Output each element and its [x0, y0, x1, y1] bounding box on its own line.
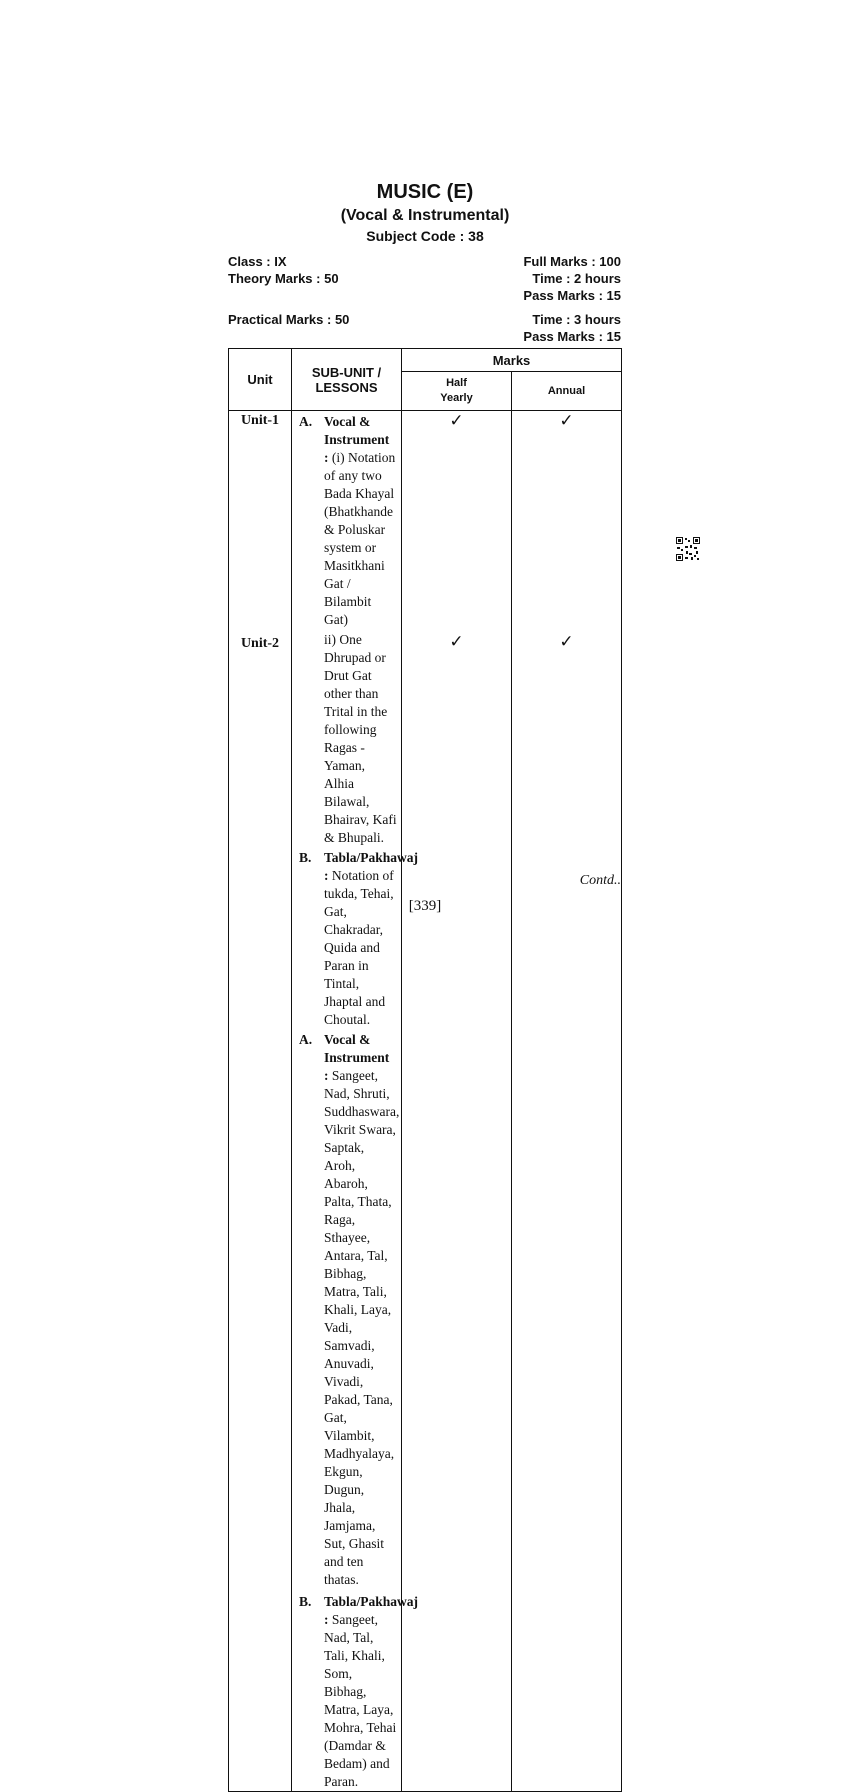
- page-title: MUSIC (E): [376, 181, 474, 203]
- item-heading: Vocal & Instrument :: [324, 414, 390, 465]
- unit-2-item-a: [292, 1031, 401, 1589]
- continued-note: Contd..: [579, 873, 621, 888]
- annual-header: Annual: [512, 372, 622, 411]
- full-marks: Full Marks : 100: [523, 254, 621, 269]
- practical-marks: Practical Marks : 50: [228, 312, 350, 327]
- half-yearly-line-1: Half: [446, 377, 467, 389]
- subject-code: Subject Code : 38: [366, 228, 484, 244]
- half-yearly-cell: [402, 411, 512, 1792]
- item-heading: Vocal & Instrument :: [324, 1032, 390, 1083]
- item-letter: B.: [299, 850, 312, 865]
- page-subtitle: (Vocal & Instrumental): [340, 207, 510, 224]
- page-number: [339]: [408, 898, 442, 914]
- unit-1-half-yearly-tick: ✓: [449, 411, 464, 430]
- unit-2-half-yearly-tick: ✓: [449, 632, 464, 651]
- practical-pass-marks: Pass Marks : 15: [523, 329, 621, 344]
- unit-2-item-b: [292, 1593, 419, 1791]
- theory-marks: Theory Marks : 50: [228, 271, 339, 286]
- unit-header: Unit: [229, 349, 292, 411]
- unit-2-label: Unit-2: [240, 636, 280, 651]
- item-text: Sangeet, Nad, Shruti, Suddhaswara, Vikrit Swara, Saptak, Aroh, Abaroh, Palta, Thata, Raga, Sthayee, Antara, Tal, Bibhag, Matra, Tali, Khali, Laya, Vadi, Samvadi, Anuvadi, Vivadi, Pakad, Tana, Gat, Vilambit, Madhyalaya, Ekgun, Dugun, Jhala, Jamjama, Sut, Ghasit and ten thatas.: [324, 1068, 400, 1587]
- item-letter: B.: [299, 1594, 312, 1609]
- item-heading: Tabla/Pakhawaj :: [324, 1594, 419, 1627]
- practical-time: Time : 3 hours: [532, 312, 621, 327]
- unit-cell: [229, 411, 292, 1792]
- marks-header: Marks: [402, 349, 622, 372]
- item-text-continued: ii) One Dhrupad or Drut Gat other than Trital in the following Ragas - Yaman, Alhia Bilawal, Bhairav, Kafi & Bhupali.: [324, 632, 397, 845]
- sub-unit-header: SUB-UNIT / LESSONS: [292, 349, 402, 411]
- item-letter: A.: [299, 414, 313, 429]
- item-heading: Tabla/Pakhawaj :: [324, 850, 419, 883]
- unit-1-item-a: [292, 413, 401, 847]
- item-text: Notation of tukda, Tehai, Gat, Chakradar, Quida and Paran in Tintal, Jhaptal and Choutal.: [324, 868, 394, 1027]
- unit-1-item-b: [292, 849, 419, 1029]
- item-text: Sangeet, Nad, Tal, Tali, Khali, Som, Bibhag, Matra, Laya, Mohra, Tehai (Damdar & Bedam) and Paran.: [324, 1612, 397, 1789]
- syllabus-table: [228, 348, 622, 1792]
- unit-2-annual-tick: ✓: [559, 632, 574, 651]
- class-label: Class : IX: [228, 254, 287, 269]
- half-yearly-header: [402, 372, 512, 411]
- lessons-cell: [292, 411, 419, 1792]
- unit-1-annual-tick: ✓: [559, 411, 574, 430]
- item-letter: A.: [299, 1032, 313, 1047]
- half-yearly-line-2: Yearly: [440, 392, 473, 404]
- item-text: (i) Notation of any two Bada Khayal (Bhatkhande & Poluskar system or Masitkhani Gat / Bilambit Gat): [324, 450, 396, 627]
- qr-code-icon: [676, 537, 700, 561]
- unit-1-label: Unit-1: [240, 413, 280, 428]
- theory-time: Time : 2 hours: [532, 271, 621, 286]
- theory-pass-marks: Pass Marks : 15: [523, 288, 621, 303]
- annual-cell: [512, 411, 622, 1792]
